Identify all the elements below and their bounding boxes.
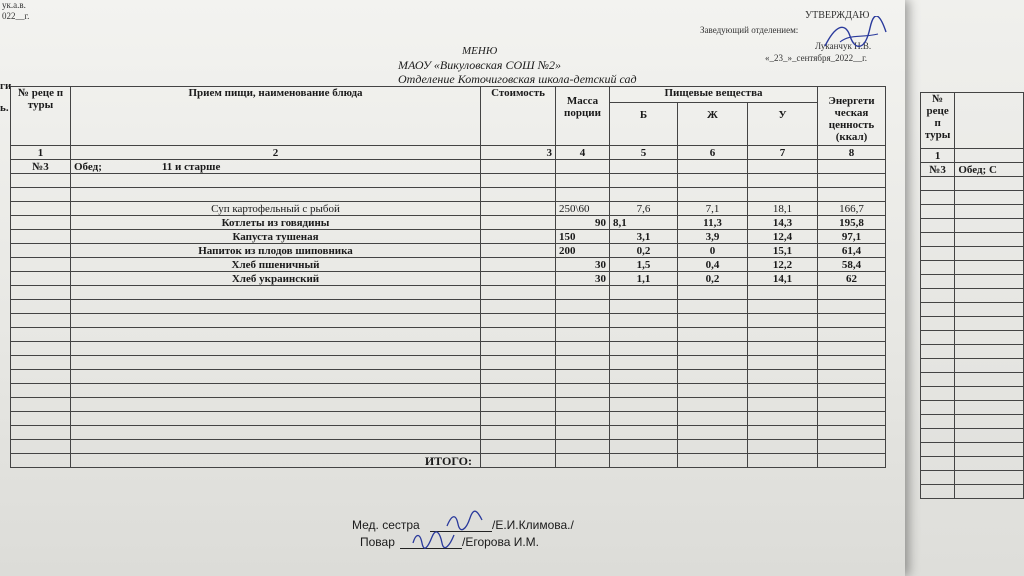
nurse-name: /Е.И.Климова./ (492, 518, 574, 532)
dish-u: 14,3 (748, 216, 818, 230)
left-edge-fragment-a: ги (0, 80, 12, 92)
dish-b: 1,5 (610, 258, 678, 272)
dish-u: 14,1 (748, 272, 818, 286)
left-edge-fragment-b: ь. (0, 102, 9, 114)
table-row (11, 202, 886, 216)
approval-position: Заведующий отделением: (700, 25, 799, 35)
dish-energy: 61,4 (818, 244, 886, 258)
dish-zh: 7,1 (678, 202, 748, 216)
total-row (11, 454, 886, 468)
total-label: ИТОГО: (71, 454, 481, 468)
nurse-role: Мед. сестра (352, 518, 420, 532)
adjacent-meal: Обед; С (955, 163, 1024, 177)
dish-mass: 200 (556, 244, 610, 258)
dish-b: 3,1 (610, 230, 678, 244)
approval-name: Луканчук Н.В. (815, 41, 872, 51)
dish-mass: 30 (556, 272, 610, 286)
dish-name: Котлеты из говядины (71, 216, 481, 230)
col-number: 2 (71, 146, 481, 160)
header-recipe-no: № реце п туры (11, 87, 71, 146)
dish-mass: 30 (556, 258, 610, 272)
branch-name: Отделение Коточиговская школа-детский сад (398, 72, 637, 86)
dish-u: 18,1 (748, 202, 818, 216)
approval-title: УТВЕРЖДАЮ (805, 10, 870, 21)
meal-row (11, 160, 886, 174)
table-row (11, 230, 886, 244)
meal-recipe-no: №3 (11, 160, 71, 174)
approval-signature (820, 16, 890, 54)
corner-line-1: ук.а.в. (2, 0, 26, 10)
dish-zh: 0,2 (678, 272, 748, 286)
meal-label: Обед; (74, 160, 102, 173)
dish-energy: 58,4 (818, 258, 886, 272)
dish-name: Капуста тушеная (71, 230, 481, 244)
dish-zh: 0 (678, 244, 748, 258)
dish-b: 7,6 (610, 202, 678, 216)
header-meal: Прием пищи, наименование блюда (71, 87, 481, 146)
cook-role: Повар (360, 535, 395, 549)
cook-signature-line (360, 535, 540, 549)
school-name: МАОУ «Викуловская СОШ №2» (398, 58, 562, 72)
dish-b: 1,1 (610, 272, 678, 286)
col-number: 8 (818, 146, 886, 160)
dish-energy: 166,7 (818, 202, 886, 216)
col-number: 7 (748, 146, 818, 160)
dish-name: Хлеб пшеничный (71, 258, 481, 272)
menu-table (10, 86, 886, 468)
dish-b: 0,2 (610, 244, 678, 258)
dish-zh: 3,9 (678, 230, 748, 244)
header-u: У (748, 103, 818, 146)
header-mass: Масса порции (556, 87, 610, 146)
table-row (11, 244, 886, 258)
dish-name: Суп картофельный с рыбой (71, 202, 481, 216)
adjacent-col-number: 1 (921, 149, 955, 163)
col-number: 6 (678, 146, 748, 160)
table-row (11, 258, 886, 272)
col-number: 3 (481, 146, 556, 160)
dish-energy: 97,1 (818, 230, 886, 244)
cook-name: /Егорова И.М. (462, 535, 540, 549)
menu-title: МЕНЮ (462, 45, 498, 57)
col-number: 4 (556, 146, 610, 160)
dish-energy: 62 (818, 272, 886, 286)
dish-energy: 195,8 (818, 216, 886, 230)
adjacent-recipe-no: №3 (921, 163, 955, 177)
dish-mass: 150 (556, 230, 610, 244)
dish-u: 15,1 (748, 244, 818, 258)
dish-mass: 90 (556, 216, 610, 230)
header-cost: Стоимость (481, 87, 556, 146)
dish-name: Напиток из плодов шиповника (71, 244, 481, 258)
header-zh: Ж (678, 103, 748, 146)
dish-u: 12,4 (748, 230, 818, 244)
meal-age-group: 11 и старше (161, 160, 221, 173)
header-nutrients: Пищевые вещества (610, 87, 818, 103)
adjacent-sheet-table (920, 92, 1024, 499)
table-row (11, 272, 886, 286)
header-energy: Энергети ческая ценность (ккал) (818, 87, 886, 146)
dish-zh: 11,3 (678, 216, 748, 230)
dish-zh: 0,4 (678, 258, 748, 272)
corner-note (2, 0, 29, 22)
col-number: 1 (11, 146, 71, 160)
meal-label-cell (71, 160, 481, 174)
dish-u: 12,2 (748, 258, 818, 272)
corner-line-2: 022__г. (2, 11, 30, 21)
dish-b: 8,1 (610, 216, 678, 230)
table-row (11, 216, 886, 230)
header-b: Б (610, 103, 678, 146)
col-number: 5 (610, 146, 678, 160)
cook-signature (410, 529, 456, 551)
adjacent-sheet (900, 0, 1024, 576)
dish-mass: 250\60 (556, 202, 610, 216)
adjacent-recipe-header: № реце п туры (921, 93, 955, 149)
column-numbers-row (11, 146, 886, 160)
dish-name: Хлеб украинский (71, 272, 481, 286)
approval-date: «_23_»_сентября_2022__г. (765, 53, 868, 63)
